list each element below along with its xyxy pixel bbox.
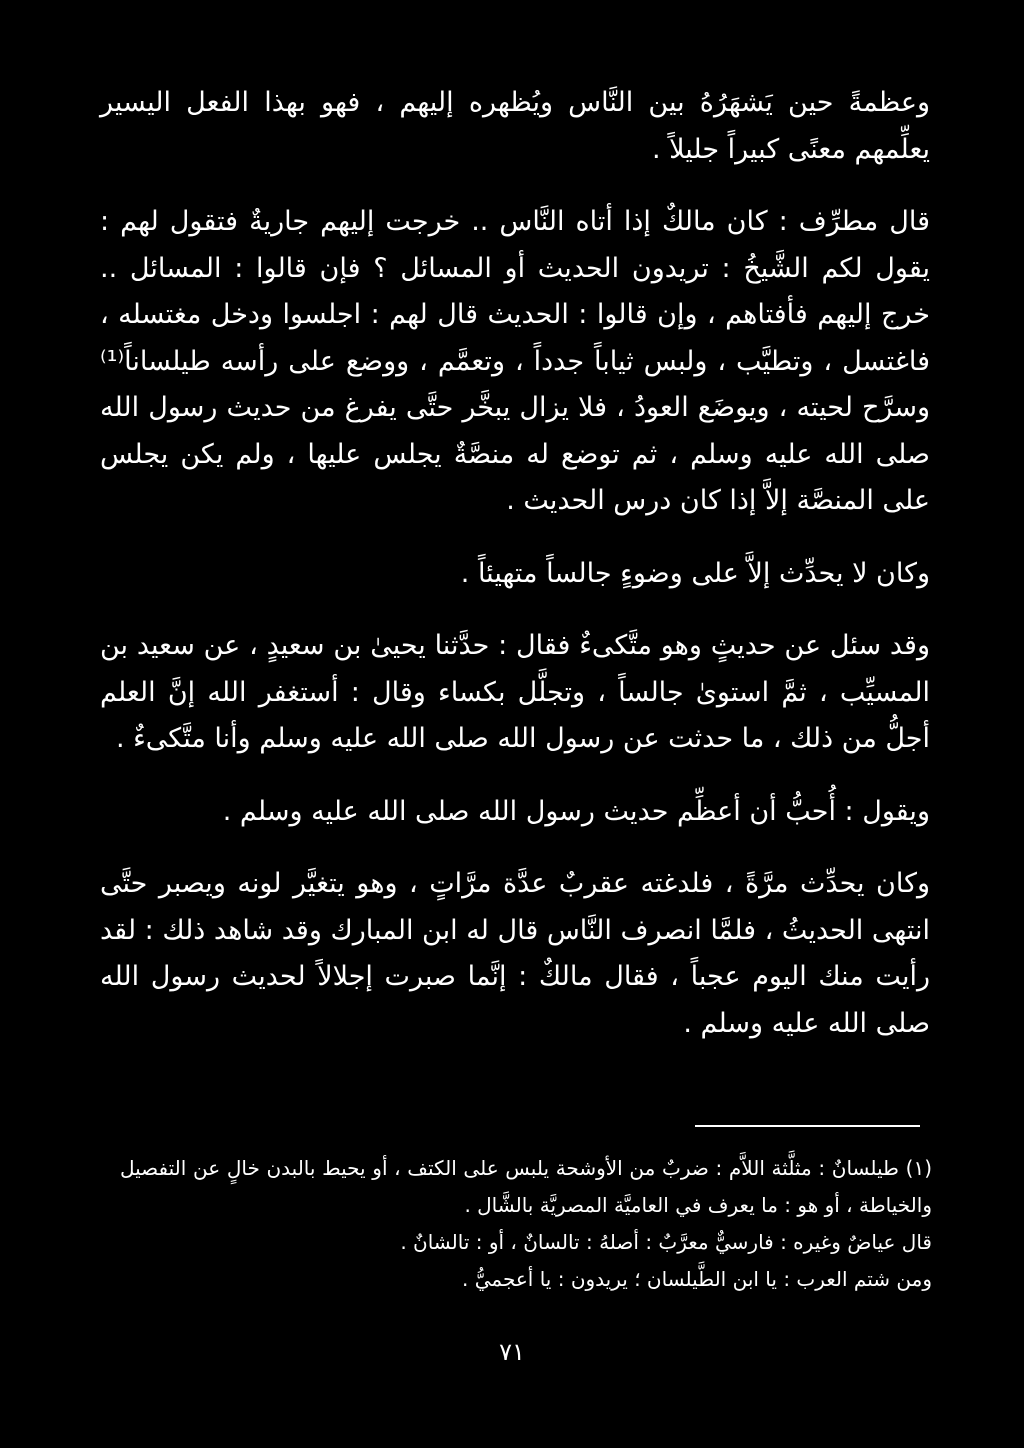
footnote-2: قال عياضٌ وغيره : فارسيٌّ معرَّبٌ : أصلهُ : تالسانٌ ، أو : تالشانٌ .: [400, 1230, 932, 1254]
paragraph-spacer: [100, 525, 930, 551]
paragraph-spacer: [100, 835, 930, 861]
paragraph-spacer: [100, 763, 930, 789]
page-number: ٧١: [499, 1338, 525, 1366]
paragraph-5: ويقول : أُحبُّ أن أعظِّم حديث رسول الله صلى الله عليه وسلم .: [222, 795, 930, 827]
paragraph-4: وقد سئل عن حديثٍ وهو متَّكىءٌ فقال : حدَّثنا يحيىٰ بن سعيدٍ ، عن سعيد بن المسيِّب ، ثمَّ استوىٰ جالساً ، وتجلَّل بكساء وقال : أستغفر الله إنَّ العلم أجلُّ من ذلك ، ما حدثت عن رسول الله صلى الله عليه وسلم وأنا متَّكىءٌ .: [100, 630, 930, 754]
footnote-separator: [695, 1125, 920, 1127]
paragraph-spacer: [100, 597, 930, 623]
paragraph-2: قال مطرِّف : كان مالكٌ إذا أتاه النَّاس .. خرجت إليهم جاريةٌ فتقول لهم : يقول لكم الشَّيخُ : تريدون الحديث أو المسائل ؟ فإن قالوا : المسائل .. خرج إليهم فأفتاهم ، وإن قالوا : الحديث قال لهم : اجلسوا ودخل مغتسله ، فاغتسل ، وتطيَّب ، ولبس ثياباً جدداً ، وتعمَّم ، ووضع على رأسه طيلساناً⁽¹⁾ وسرَّح لحيته ، ويوضَع العودُ ، فلا يزال يبخَّر حتَّى يفرغ من حديث رسول الله صلى الله عليه وسلم ، ثم توضع له منصَّةٌ يجلس عليها ، ولم يكن يجلس على المنصَّة إلاَّ إذا كان درس الحديث .: [100, 206, 930, 516]
footnotes: [120, 1150, 932, 1298]
paragraph-1: وعظمةً حين يَشهَرُهُ بين النَّاس ويُظهره إليهم ، فهو بهذا الفعل اليسير يعلِّمهم معنًى كبيراً جليلاً .: [100, 87, 930, 165]
footnote-1: (١) طيلسانٌ : مثلَّثة اللاَّم : ضربٌ من الأوشحة يلبس على الكتف ، أو يحيط بالبدن خالٍ عن التفصيل والخياطة ، أو هو : ما يعرف في العاميَّة المصريَّة بالشَّال .: [120, 1156, 932, 1217]
paragraph-3: وكان لا يحدِّث إلاَّ على وضوءٍ جالساً متهيئاً .: [460, 557, 930, 589]
main-text: [100, 80, 930, 1047]
paragraph-spacer: [100, 173, 930, 199]
paragraph-6: وكان يحدِّث مرَّةً ، فلدغته عقربٌ عدَّة مرَّاتٍ ، وهو يتغيَّر لونه ويصبر حتَّى انتهى الحديثُ ، فلمَّا انصرف النَّاس قال له ابن المبارك وقد شاهد ذلك : لقد رأيت منك اليوم عجباً ، فقال مالكٌ : إنَّما صبرت إجلالاً لحديث رسول الله صلى الله عليه وسلم .: [100, 868, 930, 1039]
footnote-3: ومن شتم العرب : يا ابن الطَّيلسان ؛ يريدون : يا أعجميُّ .: [462, 1267, 932, 1291]
